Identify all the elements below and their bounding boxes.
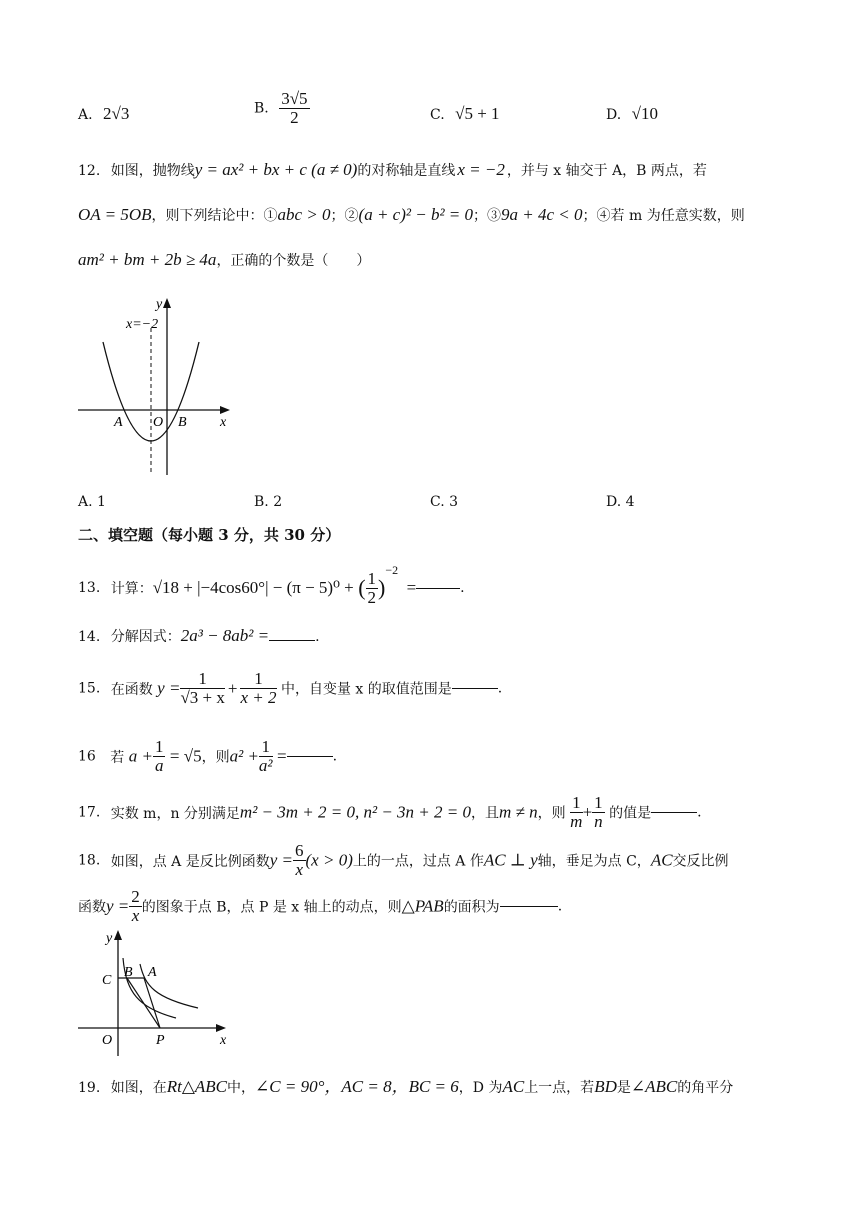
text: ，正确的个数是（ ） (216, 253, 371, 269)
text: ，则 (201, 749, 230, 766)
x-axis-arrow (216, 1024, 226, 1032)
statement-3: 9a + 4c < 0 (501, 205, 583, 224)
point-c-label: C (102, 973, 112, 988)
y-axis-arrow (114, 930, 122, 940)
text: ，D 为 (458, 1080, 503, 1096)
option-letter: C. (430, 107, 445, 123)
fraction-numerator: 6 (295, 841, 304, 860)
answer-blank[interactable] (287, 756, 333, 757)
question-number: 18. (78, 852, 101, 869)
text: 是 (616, 1080, 631, 1096)
fraction-denominator: 2 (367, 587, 377, 607)
perpendicular: AC ⊥ y (483, 850, 538, 870)
fraction (592, 794, 605, 831)
hyperbola-figure (70, 924, 240, 1058)
question-number: 15. (78, 680, 101, 697)
point-a-label: A (148, 965, 157, 980)
expression: a + (128, 746, 153, 766)
text: 上的一点，过点 A 作 (352, 853, 484, 870)
angle: ∠ABC (630, 1077, 678, 1096)
x-label: x (220, 1033, 227, 1048)
q12-line-3 (78, 250, 370, 270)
fraction-denominator: x + 2 (240, 688, 277, 707)
conditions: ∠C = 90°，AC = 8，BC = 6 (255, 1077, 459, 1096)
q12-option-d: D. 4 (606, 494, 635, 510)
text: 如图，在 (110, 1080, 167, 1096)
fraction-numerator: 1 (259, 738, 273, 757)
segment-ap (144, 978, 160, 1028)
question-13: 13. 计算：√18 + |−4cos60°| − (π − 5)⁰ + ( $\frac{1}{2}$ )$^{-2}$ = . (78, 563, 465, 607)
option-letter: D. (606, 107, 622, 123)
text: 分解因式： (110, 629, 181, 645)
option-value: √10 (631, 104, 658, 123)
question-15 (78, 670, 502, 707)
y-label: y (106, 931, 113, 946)
option-value: √5 + 1 (455, 104, 500, 123)
text: ；④若 m 为任意实数，则 (582, 208, 745, 224)
triangle: Rt△ABC (166, 1077, 228, 1096)
x-label: x (220, 415, 227, 430)
fraction-denominator: a (154, 756, 164, 775)
equation: m² − 3m + 2 = 0, n² − 3n + 2 = 0 (239, 802, 471, 822)
fraction (180, 670, 224, 707)
q11-option-d (606, 104, 658, 124)
condition: (x > 0) (305, 850, 353, 870)
q18-line-2 (78, 888, 562, 925)
text: 中， (227, 1080, 256, 1096)
text: 的图象于点 B，点 P 是 x 轴上的动点，则 (141, 899, 402, 916)
equals: = (406, 578, 417, 597)
question-number: 13. (78, 580, 101, 596)
fraction-denominator: n (594, 812, 603, 831)
text: ，则 (537, 805, 566, 822)
y-axis-arrow (163, 298, 171, 308)
fraction (293, 842, 306, 879)
question-16 (78, 738, 337, 775)
parabola-figure (70, 290, 240, 480)
fraction-denominator: m (570, 812, 583, 831)
text: . (697, 804, 702, 821)
text: 函数 (78, 899, 106, 916)
fraction (240, 670, 276, 707)
equation: x = −2 (457, 160, 505, 179)
question-19 (78, 1072, 733, 1097)
answer-blank[interactable] (416, 588, 460, 589)
q11-option-a (78, 104, 129, 124)
q12-line-1 (78, 160, 707, 180)
function-lhs: y = (106, 896, 130, 916)
text: 若 (110, 749, 125, 766)
expression: a² + (229, 746, 259, 766)
answer-blank[interactable] (269, 640, 315, 641)
segment-bp (127, 978, 160, 1028)
question-number: 12. (78, 163, 101, 179)
fraction (153, 738, 166, 775)
fraction-numerator: 2 (131, 887, 140, 906)
question-number: 14. (78, 629, 101, 645)
point-b-label: B (124, 965, 133, 980)
function-lhs: y = (269, 850, 294, 870)
text: . (557, 898, 563, 915)
fraction-numerator: 1 (594, 793, 603, 812)
q12-option-c: C. 3 (430, 494, 459, 510)
statement-4: am² + bm + 2b ≥ 4a (78, 250, 217, 269)
origin-label: O (102, 1033, 113, 1048)
text: ，并与 x 轴交于 A，B 两点，若 (506, 163, 707, 179)
fraction-numerator: 1 (180, 670, 224, 689)
point-a-label: A (114, 415, 123, 430)
fraction-numerator: 3√5 (281, 89, 308, 108)
fraction (259, 738, 273, 775)
q12-option-b: B. 2 (254, 494, 283, 510)
axis-of-symmetry-label: x=−2 (126, 317, 159, 332)
text: . (497, 680, 503, 697)
text: ；② (330, 208, 359, 224)
segment: BD (594, 1077, 617, 1096)
fraction-numerator: 1 (367, 568, 377, 588)
text: . (460, 580, 465, 596)
answer-blank[interactable] (651, 812, 697, 813)
text: 的角平分 (677, 1080, 734, 1096)
y-label: y (156, 297, 163, 312)
equals: = (276, 746, 287, 766)
fraction-numerator: 1 (572, 793, 581, 812)
text: . (332, 748, 338, 765)
text: ，且 (471, 805, 499, 822)
text: 如图，抛物线 (110, 163, 195, 179)
exponent: −2 (385, 563, 399, 577)
origin-label: O (153, 415, 164, 430)
expression: 2a³ − 8ab² = (180, 626, 270, 645)
expression: √18 + |−4cos60°| − (π − 5)⁰ + (152, 578, 354, 597)
question-number: 19. (78, 1080, 101, 1096)
text: 轴，垂足为点 C， (537, 853, 651, 870)
question-14 (78, 626, 320, 646)
inequality: m ≠ n (499, 802, 538, 822)
statement-2: (a + c)² − b² = 0 (358, 205, 474, 224)
option-letter: A. (78, 107, 93, 123)
text: . (315, 629, 320, 645)
equation: y = ax² + bx + c (a ≠ 0) (194, 160, 358, 179)
q18-line-1 (78, 842, 729, 879)
text: 的面积为 (443, 899, 500, 916)
text: 中，自变量 x 的取值范围是 (280, 681, 452, 698)
question-number: 16 (78, 748, 96, 765)
fraction (570, 794, 583, 831)
q12-option-a: A. 1 (78, 494, 106, 510)
text: 的值是 (609, 805, 652, 822)
point-b-label: B (178, 415, 187, 430)
fraction-denominator: 2 (290, 108, 299, 127)
question-17 (78, 794, 702, 831)
function-lhs: y = (157, 678, 181, 698)
text: 上一点，若 (524, 1080, 595, 1096)
x-axis-arrow (220, 406, 230, 414)
question-number: 17. (78, 804, 101, 821)
option-letter: B. (254, 100, 269, 117)
statement-1: abc > 0 (277, 205, 331, 224)
text: 的对称轴是直线 (357, 163, 456, 179)
text: 实数 m，n 分别满足 (110, 805, 240, 822)
fraction-numerator: 1 (154, 737, 164, 756)
segment: AC (502, 1077, 525, 1096)
text: ，则下列结论中：① (151, 208, 278, 224)
fraction (366, 570, 379, 607)
segment: AC (650, 850, 673, 870)
triangle: △PAB (401, 896, 444, 916)
text: 计算： (110, 581, 153, 597)
fraction-denominator: √3 + x (180, 688, 225, 707)
fraction-denominator: x (295, 860, 304, 879)
option-fraction (279, 90, 309, 127)
q11-option-b (254, 90, 310, 127)
text: 交反比例 (672, 853, 729, 870)
fraction-numerator: 1 (240, 670, 276, 689)
plus: + (582, 802, 593, 822)
equals: = √5 (169, 746, 202, 766)
answer-blank[interactable] (452, 688, 498, 689)
text: ；③ (473, 208, 502, 224)
fraction-denominator: x (131, 906, 140, 925)
text: 在函数 (110, 681, 153, 698)
section-heading: 二、填空题（每小题 3 分，共 30 分） (78, 526, 341, 544)
answer-blank[interactable] (500, 906, 558, 907)
q11-option-c (430, 104, 500, 124)
q12-line-2 (78, 205, 745, 225)
equation: OA = 5OB (78, 205, 152, 224)
fraction (129, 888, 142, 925)
point-p-label: P (156, 1033, 165, 1048)
option-value: 2√3 (103, 104, 130, 123)
text: 如图，点 A 是反比例函数 (110, 853, 270, 870)
plus: + (227, 678, 238, 698)
fraction-denominator: a² (258, 756, 273, 775)
